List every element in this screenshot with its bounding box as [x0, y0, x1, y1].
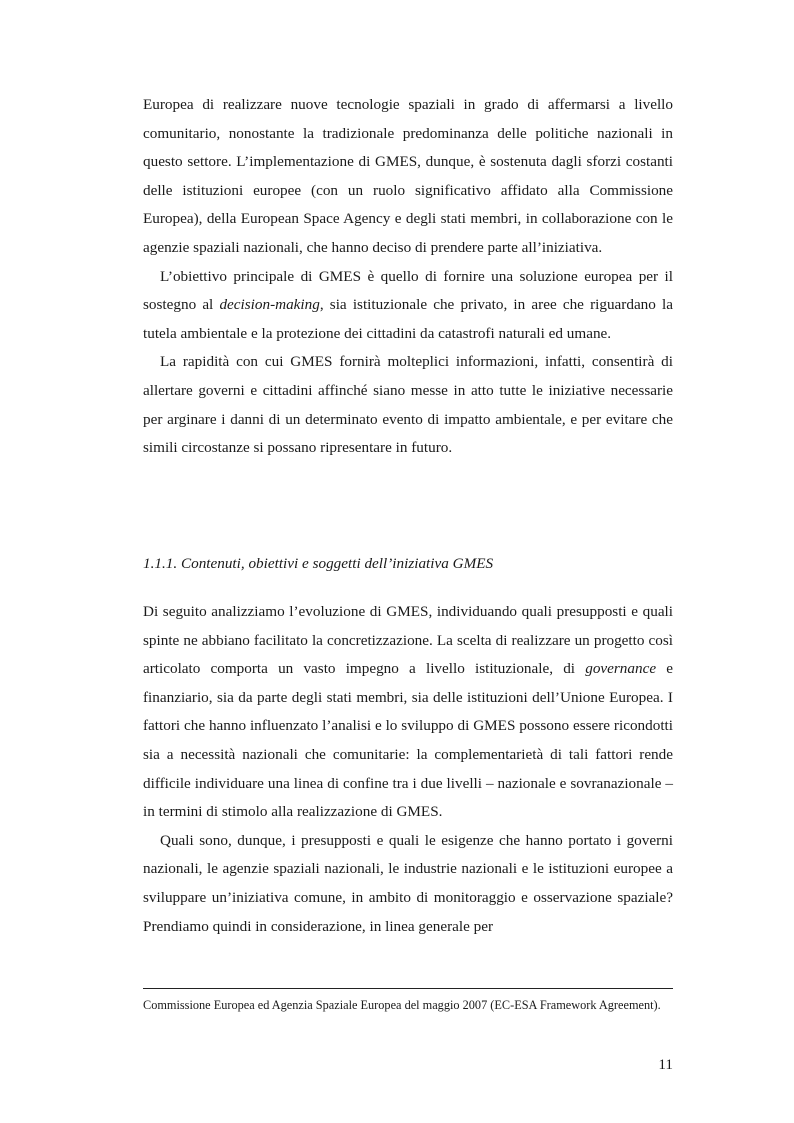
text-run: Di seguito analizziamo l’evoluzione di GMES, individuando quali presupposti e quali spinte ne abbiano facilitato la concretizzazione. La scelta di realizzare un progetto così articolato comporta un vasto impegno a livello istituzionale, di: [143, 603, 673, 678]
body-text-bottom: [143, 598, 673, 941]
text-run: L’obiettivo principale di GMES è quello di fornire una soluzione europea per il sostegno al: [143, 267, 673, 314]
paragraph: [143, 827, 673, 941]
paragraph: [143, 348, 673, 462]
text-run: , sia istituzionale che privato, in aree che riguardano la tutela ambientale e la protezione dei cittadini da catastrofi naturali ed umane.: [143, 296, 673, 342]
text-run: Quali sono, dunque, i presupposti e quali le esigenze che hanno portato i governi nazionali, le agenzie spaziali nazionali, le industrie nazionali e le istituzioni europee a sviluppare un’iniziativa comune, in ambito di monitoraggio e osservazione spaziale? Prendiamo quindi in considerazione, in linea generale per: [143, 831, 673, 935]
footnote-divider: [143, 988, 673, 989]
footnote: Commissione Europea ed Agenzia Spaziale Europea del maggio 2007 (EC-ESA Framework Agreement).: [143, 998, 661, 1012]
page-number: 11: [658, 1056, 673, 1073]
text-run: Europea di realizzare nuove tecnologie spaziali in grado di affermarsi a livello comunitario, nonostante la tradizionale predominanza delle politiche nazionali in questo settore. L’implementazione di GMES, dunque, è sostenuta dagli sforzi costanti delle istituzioni europee (con un ruolo significativo affidato alla Commissione Europea), della European Space Agency e degli stati membri, in collaborazione con le agenzie spaziali nazionali, che hanno deciso di prendere parte all’iniziativa.: [143, 96, 673, 256]
italic-term: decision-making: [219, 296, 320, 314]
italic-term: governance: [585, 660, 657, 678]
paragraph: [143, 263, 673, 349]
body-text-top: [143, 91, 673, 463]
text-run: La rapidità con cui GMES fornirà molteplici informazioni, infatti, consentirà di allertare governi e cittadini affinché siano messe in atto tutte le iniziative necessarie per arginare i danni di un determinato evento di impatto ambientale, e per evitare che simili circostanze si possano ripresentare in futuro.: [143, 353, 673, 457]
paragraph: [143, 598, 673, 827]
text-run: e finanziario, sia da parte degli stati membri, sia delle istituzioni dell’Unione Europea. I fattori che hanno influenzato l’analisi e lo sviluppo di GMES possono essere ricondotti sia a necessità nazionali che comunitarie: la complementarietà di tali fattori rende difficile individuare una linea di confine tra i due livelli – nazionale e sovranazionale – in termini di stimolo alla realizzazione di GMES.: [143, 660, 673, 821]
paragraph: [143, 91, 673, 263]
section-heading: 1.1.1. Contenuti, obiettivi e soggetti dell’iniziativa GMES: [143, 555, 494, 572]
